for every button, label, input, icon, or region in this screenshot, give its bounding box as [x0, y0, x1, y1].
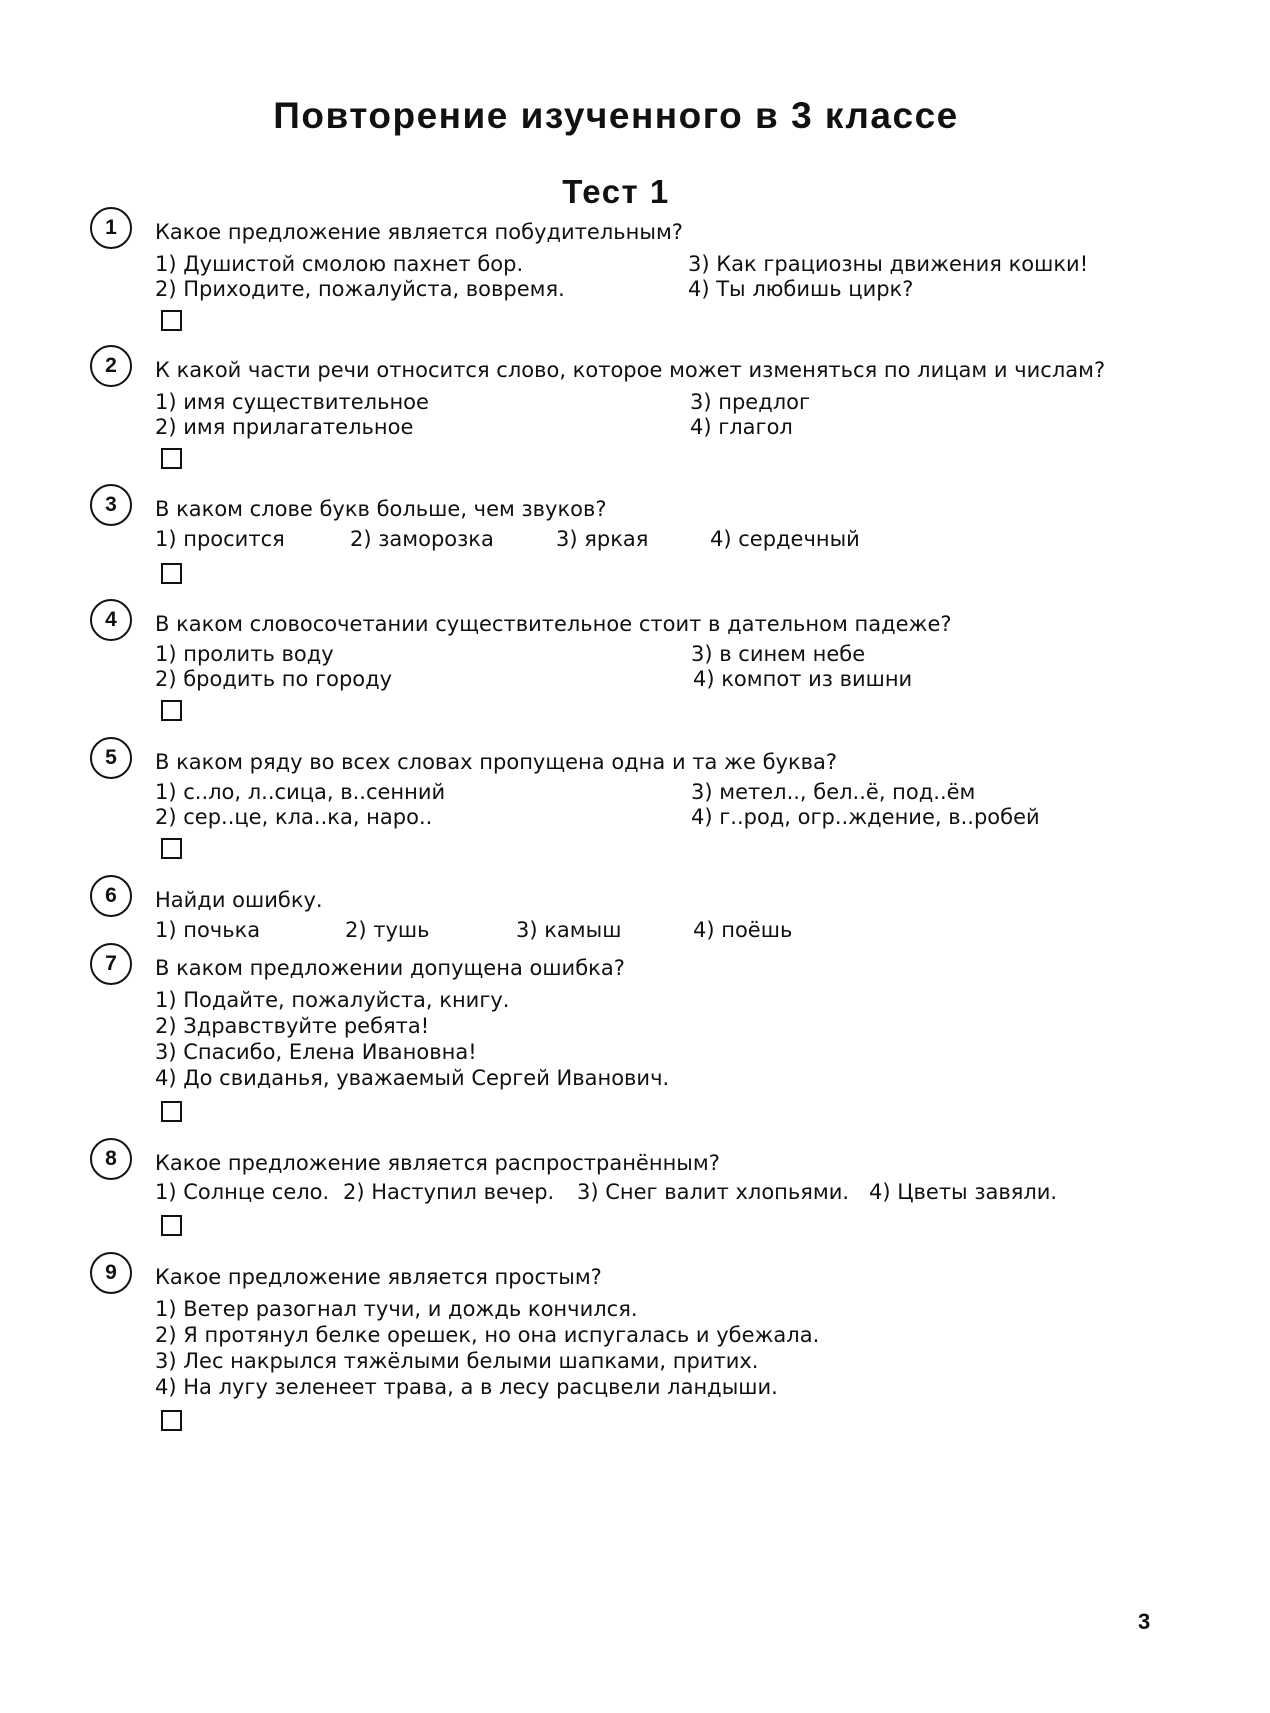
answer-option: 1) Ветер разогнал тучи, и дождь кончился.	[155, 1297, 638, 1321]
answer-option: 3) Как грациозны движения кошки!	[688, 252, 1089, 276]
question-number-badge: 6	[90, 875, 132, 917]
answer-option: 4) г..род, огр..ждение, в..робей	[691, 805, 1040, 829]
question-number-badge: 8	[90, 1138, 132, 1180]
answer-option: 4) сердечный	[710, 527, 860, 551]
answer-option: 2) Наступил вечер.	[343, 1180, 555, 1204]
answer-option: 1) имя существительное	[155, 390, 429, 414]
answer-option: 2) тушь	[345, 918, 430, 942]
answer-box[interactable]	[161, 310, 182, 331]
answer-option: 2) Здравствуйте ребята!	[155, 1014, 430, 1038]
question-number-badge: 9	[90, 1252, 132, 1294]
answer-option: 1) пролить воду	[155, 642, 334, 666]
answer-option: 4) глагол	[690, 415, 793, 439]
answer-option: 2) сер..це, кла..ка, наро..	[155, 805, 433, 829]
question-text: Какое предложение является простым?	[155, 1265, 602, 1289]
answer-option: 2) Я протянул белке орешек, но она испугалась и убежала.	[155, 1323, 820, 1347]
answer-option: 1) почька	[155, 918, 261, 942]
page-number: 3	[1138, 1609, 1151, 1634]
answer-option: 1) Подайте, пожалуйста, книгу.	[155, 988, 510, 1012]
answer-option: 3) Спасибо, Елена Ивановна!	[155, 1040, 477, 1064]
answer-box[interactable]	[161, 1101, 182, 1122]
question-number-badge: 3	[90, 484, 132, 526]
answer-option: 3) в синем небе	[691, 642, 866, 666]
answer-option: 2) Приходите, пожалуйста, вовремя.	[155, 277, 565, 301]
question-number-badge: 2	[90, 345, 132, 387]
question-text: Какое предложение является побудительным?	[155, 220, 683, 244]
test-heading: Тест 1	[562, 173, 670, 210]
question-text: Какое предложение является распространённым?	[155, 1151, 720, 1175]
question-text: В каком слове букв больше, чем звуков?	[155, 497, 607, 521]
answer-option: 3) яркая	[556, 527, 649, 551]
question-number-badge: 7	[90, 943, 132, 985]
answer-option: 4) поёшь	[693, 918, 793, 942]
answer-option: 1) Солнце село.	[155, 1180, 330, 1204]
question-number-badge: 1	[90, 207, 132, 249]
question-text: Найди ошибку.	[155, 888, 323, 912]
question-number-badge: 5	[90, 737, 132, 779]
answer-option: 3) Лес накрылся тяжёлыми белыми шапками, притих.	[155, 1349, 759, 1373]
answer-box[interactable]	[161, 563, 182, 584]
question-text: В каком предложении допущена ошибка?	[155, 956, 625, 980]
answer-option: 4) На лугу зеленеет трава, а в лесу расцвели ландыши.	[155, 1375, 778, 1399]
answer-box[interactable]	[161, 448, 182, 469]
answer-option: 1) просится	[155, 527, 285, 551]
answer-box[interactable]	[161, 838, 182, 859]
answer-option: 2) бродить по городу	[155, 667, 393, 691]
answer-option: 3) камыш	[516, 918, 622, 942]
answer-option: 3) метел.., бел..ё, под..ём	[691, 780, 976, 804]
answer-option: 4) До свиданья, уважаемый Сергей Иванович.	[155, 1066, 670, 1090]
answer-box[interactable]	[161, 1215, 182, 1236]
answer-box[interactable]	[161, 1410, 182, 1431]
question-text: В каком словосочетании существительное стоит в дательном падеже?	[155, 612, 952, 636]
answer-option: 1) с..ло, л..сица, в..сенний	[155, 780, 446, 804]
answer-option: 4) Ты любишь цирк?	[688, 277, 914, 301]
answer-option: 4) Цветы завяли.	[869, 1180, 1058, 1204]
answer-option: 1) Душистой смолою пахнет бор.	[155, 252, 524, 276]
answer-option: 2) заморозка	[350, 527, 494, 551]
question-text: В каком ряду во всех словах пропущена одна и та же буква?	[155, 750, 838, 774]
answer-option: 3) Снег валит хлопьями.	[577, 1180, 850, 1204]
answer-option: 2) имя прилагательное	[155, 415, 414, 439]
answer-option: 3) предлог	[690, 390, 811, 414]
page-title: Повторение изученного в 3 классе	[273, 95, 959, 136]
answer-option: 4) компот из вишни	[693, 667, 913, 691]
question-number-badge: 4	[90, 599, 132, 641]
question-text: К какой части речи относится слово, которое может изменяться по лицам и числам?	[155, 358, 1106, 382]
answer-box[interactable]	[161, 700, 182, 721]
